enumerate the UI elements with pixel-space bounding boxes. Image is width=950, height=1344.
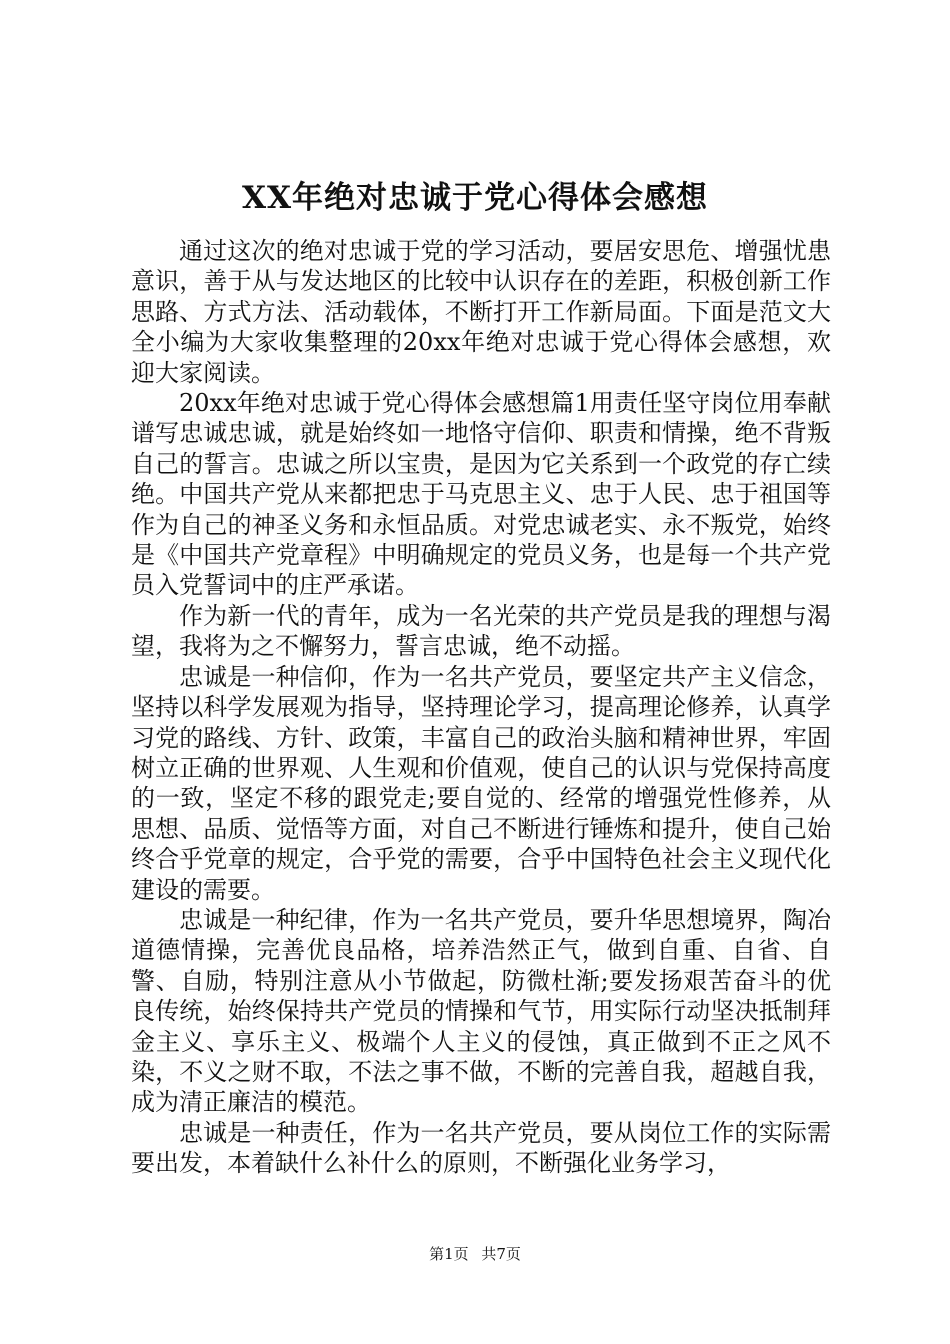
paragraph: 忠诚是一种纪律，作为一名共产党员，要升华思想境界，陶冶道德情操，完善优良品格，培养浩然正气，做到自重、自省、自警、自励，特别注意从小节做起，防微杜渐;要发扬艰苦奋斗的优良传统，始终保持共产党员的情操和气节，用实际行动坚决抵制拜金主义、享乐主义、极端个人主义的侵蚀，真正做到不正之风不染，不义之财不取，不法之事不做，不断的完善自我，超越自我，成为清正廉洁的模范。 bbox=[131, 905, 831, 1117]
paragraph: 作为新一代的青年，成为一名光荣的共产党员是我的理想与渴望，我将为之不懈努力，誓言忠诚，绝不动摇。 bbox=[131, 601, 831, 661]
paragraph: 忠诚是一种责任，作为一名共产党员，要从岗位工作的实际需要出发，本着缺什么补什么的原则，不断强化业务学习， bbox=[131, 1118, 831, 1178]
document-title: XX年绝对忠诚于党心得体会感想 bbox=[241, 180, 709, 216]
page-number: 第1页 bbox=[429, 1245, 469, 1263]
document-body bbox=[131, 236, 831, 1179]
paragraph: 20xx年绝对忠诚于党心得体会感想篇1用责任坚守岗位用奉献谱写忠诚忠诚，就是始终如一地恪守信仰、职责和情操，绝不背叛自己的誓言。忠诚之所以宝贵，是因为它关系到一个政党的存亡续绝。中国共产党从来都把忠于马克思主义、忠于人民、忠于祖国等作为自己的神圣义务和永恒品质。对党忠诚老实、永不叛党，始终是《中国共产党章程》中明确规定的党员义务，也是每一个共产党员入党誓词中的庄严承诺。 bbox=[131, 389, 831, 600]
page-total: 共7页 bbox=[481, 1245, 521, 1263]
paragraph: 通过这次的绝对忠诚于党的学习活动，要居安思危、增强忧患意识，善于从与发达地区的比较中认识存在的差距，积极创新工作思路、方式方法、活动载体，不断打开工作新局面。下面是范文大全小编为大家收集整理的20xx年绝对忠诚于党心得体会感想，欢迎大家阅读。 bbox=[131, 237, 831, 387]
paragraph: 忠诚是一种信仰，作为一名共产党员，要坚定共产主义信念，坚持以科学发展观为指导，坚持理论学习，提高理论修养，认真学习党的路线、方针、政策，丰富自己的政治头脑和精神世界，牢固树立正确的世界观、人生观和价值观，使自己的认识与党保持高度的一致，坚定不移的跟党走;要自觉的、经常的增强党性修养，从思想、品质、觉悟等方面，对自己不断进行锤炼和提升，使自己始终合乎党章的规定，合乎党的需要，合乎中国特色社会主义现代化建设的需要。 bbox=[131, 662, 831, 904]
page-footer bbox=[0, 1244, 950, 1264]
